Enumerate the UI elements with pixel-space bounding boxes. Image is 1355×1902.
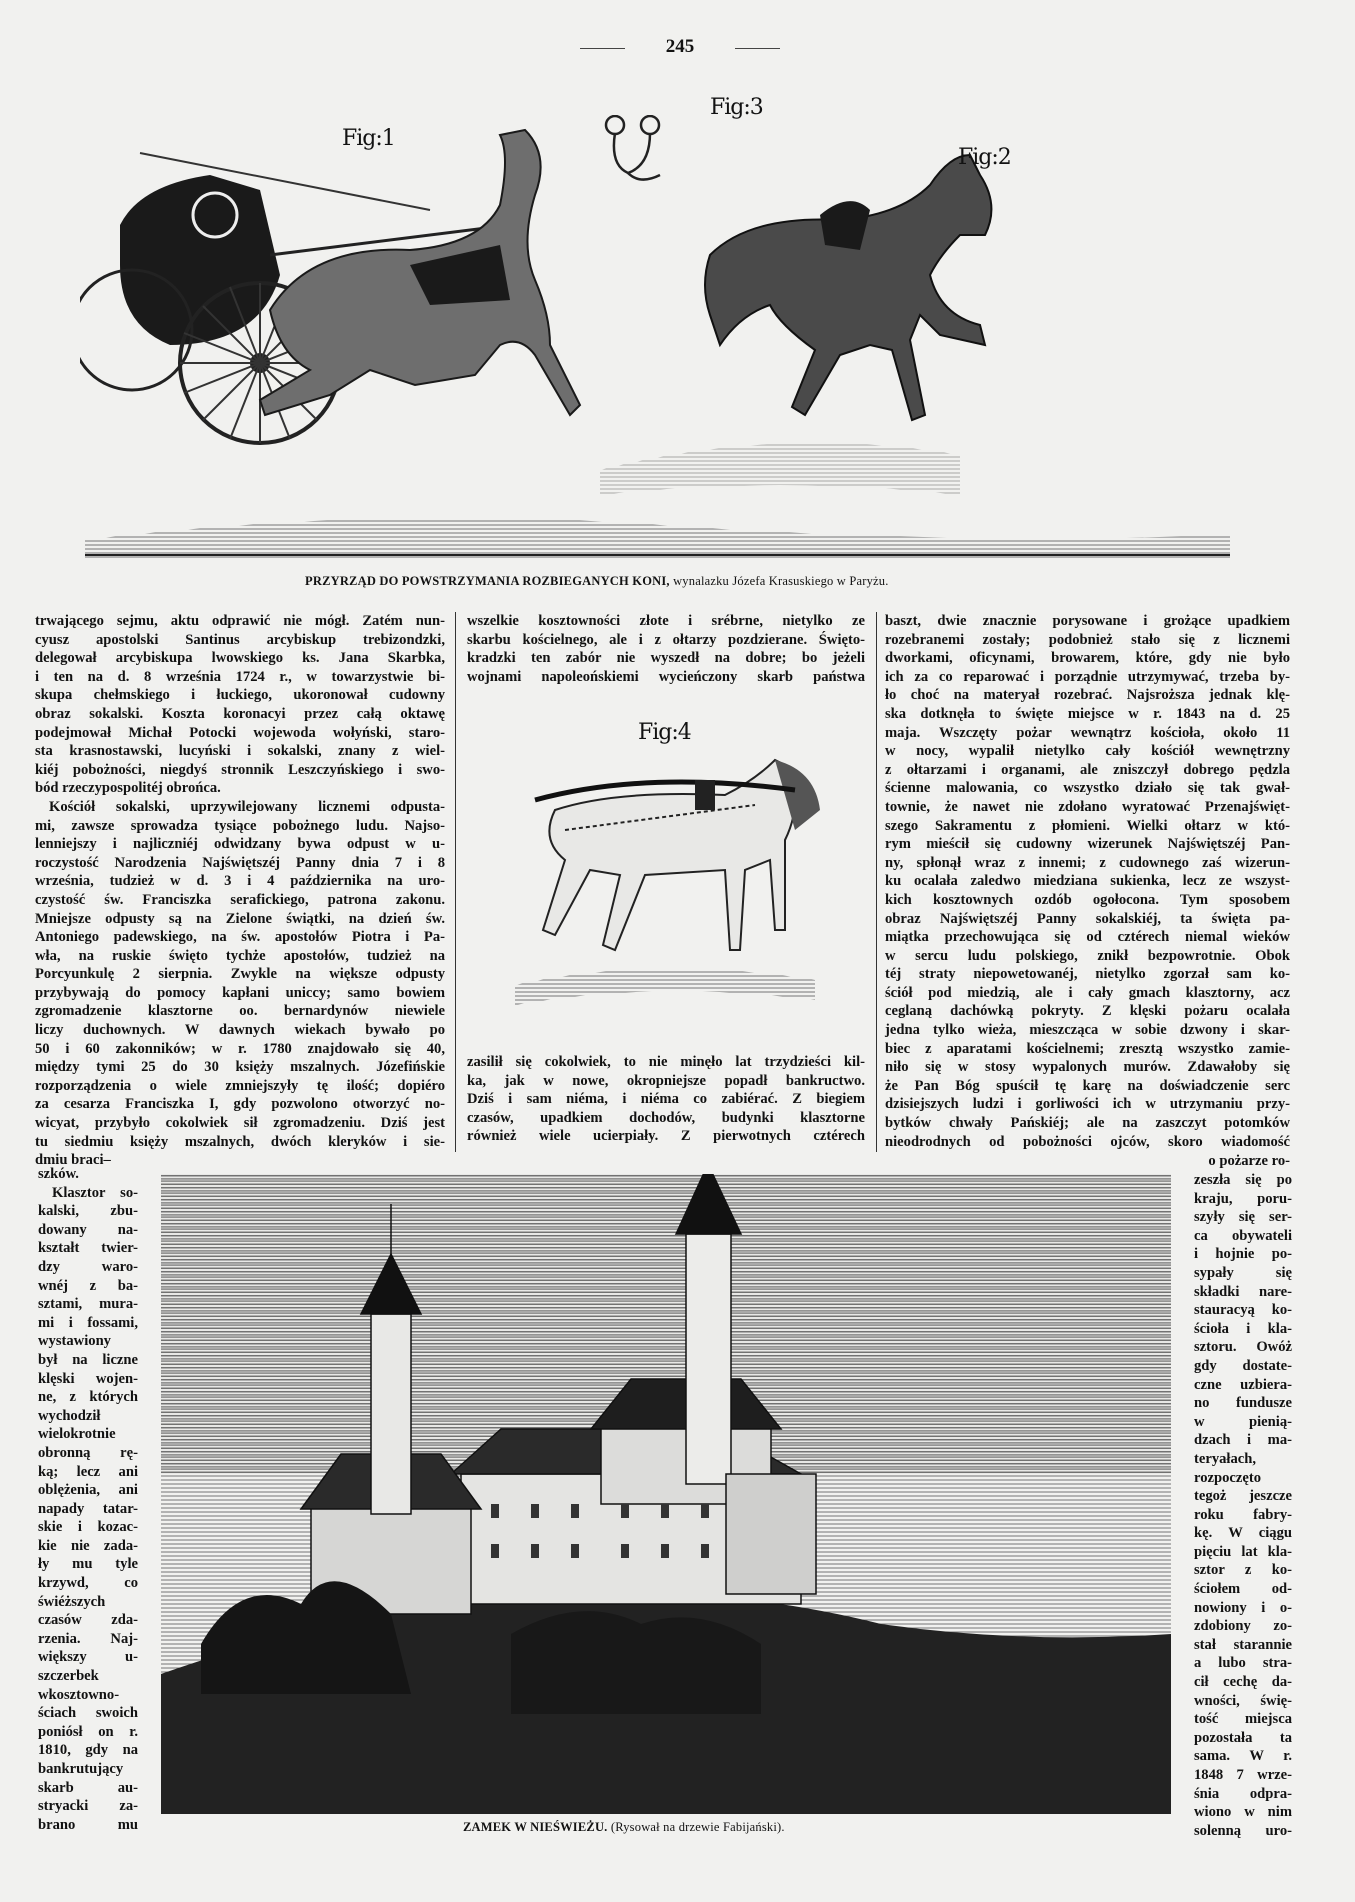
- text-line: zeszła się po: [1194, 1172, 1292, 1188]
- text-line: kraju, poru-: [1194, 1190, 1292, 1207]
- text-line: ich za co reparować i porządnie utrzymywać, trzeba by-: [885, 668, 1290, 685]
- bottom-caption-title: ZAMEK W NIEŚWIEŻU.: [463, 1820, 608, 1834]
- bottom-caption-subtitle: (Rysował na drzewie Fabijański).: [610, 1820, 785, 1834]
- text-line: miątka przechowująca się od cztérech niemal wieków: [885, 929, 1290, 946]
- column-1-narrow: [38, 1165, 138, 1834]
- text-line: ku ocalała zaledwo miedziana sukienka, lecz ze wszyst-: [885, 873, 1290, 890]
- text-line: w sercu ludu polskiego, znikł bezpowrotnie. Obok: [885, 947, 1290, 964]
- text-line: tu siedmiu księży mszalnych, dwóch kleryków i sie-: [35, 1133, 445, 1150]
- text-line: kie nie zada-: [38, 1537, 138, 1554]
- text-line: Mniejsze odpusty są na Zielone świątki, na dzień św.: [35, 910, 445, 927]
- text-line: rzenia. Naj-: [38, 1630, 138, 1647]
- text-line: ściach swoich: [38, 1705, 138, 1722]
- text-line: Klasztor so-: [52, 1184, 138, 1201]
- text-line: kiéj pobożności, niegdyś stronnik Leszczyńskiego i swo-: [35, 761, 445, 778]
- text-line: bankrutujący: [38, 1761, 124, 1777]
- text-line: wkosztowno-: [38, 1686, 120, 1703]
- text-line: maja. Wszczęty pożar wewnątrz kościoła, około 11: [885, 724, 1290, 741]
- text-line: ło choć na materyał rozebrać. Najsroższa jednak klę-: [885, 687, 1290, 704]
- column-3-tail: [885, 1152, 1290, 1171]
- text-line: dzisiejszych ludzi i gorliwości ich w utrzymaniu przy-: [885, 1096, 1290, 1113]
- text-line: zgromadzenie klasztorne oo. bernardynów niewiele: [35, 1003, 445, 1020]
- text-line: ły mu tyle: [38, 1556, 138, 1573]
- text-line: świéższych: [38, 1593, 106, 1610]
- text-line: rozpoczęto: [1194, 1469, 1261, 1486]
- column-3-narrow: [1194, 1171, 1292, 1840]
- text-line: ką; lecz ani: [38, 1463, 138, 1480]
- text-line: że Pan Bóg spuścił tę karę na doświadczenie serc: [885, 1077, 1290, 1094]
- text-line: pozostała ta: [1194, 1729, 1292, 1746]
- text-line: nieodrodnych od pobożności ojców, skoro wiadomość: [885, 1133, 1290, 1150]
- text-line: zdobiony zo-: [1194, 1618, 1292, 1635]
- text-line: oblężenia, ani: [38, 1482, 138, 1499]
- text-line: czne uzbiera-: [1194, 1376, 1292, 1393]
- text-line: a lubo stra-: [1194, 1655, 1292, 1672]
- text-line: delegował arcybiskupa lwowskiego ks. Jana Skarbka,: [35, 650, 445, 667]
- top-caption-title: PRZYRZĄD DO POWSTRZYMANIA ROZBIEGANYCH KONI,: [305, 574, 670, 588]
- text-line: sztor z ko-: [1194, 1562, 1292, 1579]
- text-line: skarb au-: [38, 1779, 138, 1796]
- text-line: wojnami napoleońskiemi wycieńczony skarb państwa: [467, 668, 865, 685]
- text-line: tegoż jeszcze: [1194, 1488, 1292, 1505]
- fig2-label: Fig:2: [958, 145, 1011, 170]
- text-line: stał starannie: [1194, 1636, 1292, 1653]
- text-line: ceglaną dachówką pokryty. Z klęski pożaru ocalała: [885, 1003, 1290, 1020]
- text-line: dmiu braci–: [35, 1152, 111, 1169]
- text-line: ka, jak w nowe, okropniejsze popadł bankructwo.: [467, 1072, 865, 1089]
- text-line: ściół pod miedzią, ale i cały gmach klasztorny, acz: [885, 984, 1290, 1001]
- text-line: rozebranemi zostały; podobnież stało się z licznemi: [885, 631, 1290, 648]
- horse-fig2: [705, 155, 991, 420]
- text-line: sta krasnostawski, lucyński i sokalski, znany z wiel-: [35, 743, 445, 760]
- text-line: ska dotknęła to święte miejsce w r. 1843 na d. 25: [885, 705, 1290, 722]
- text-line: był na liczne: [38, 1351, 138, 1368]
- text-line: i ten na d. 8 września 1724 r., w towarzystwie bi-: [35, 668, 445, 685]
- text-line: roku fabry-: [1194, 1506, 1292, 1523]
- column-2-bottom: [467, 1053, 865, 1146]
- text-line: wychodził: [38, 1407, 101, 1424]
- text-line: września, tudzież w d. 3 i 4 października na uro-: [35, 873, 445, 890]
- castle-nieswiez-engraving: [161, 1174, 1171, 1814]
- harnessed-horse-fig4: [495, 750, 830, 1010]
- text-line: w nocy, wypalił nietylko cały kościół wewnętrzny: [885, 743, 1290, 760]
- text-line: pięciu lat kla-: [1194, 1543, 1292, 1560]
- text-line: wszelkie kosztowności złote i srébrne, nietylko ze: [467, 613, 865, 629]
- text-line: ścienne malowania, co wszystko działo się tak gwał-: [885, 780, 1290, 797]
- text-line: mi, zawsze sprowadza tysiące pobożnego ludu. Najso-: [35, 817, 445, 834]
- fig3-label: Fig:3: [710, 95, 763, 120]
- text-line: o pożarze ro-: [1208, 1153, 1290, 1169]
- text-line: większy u-: [38, 1649, 138, 1666]
- text-line: wności, świę-: [1194, 1692, 1292, 1709]
- text-line: kich kosztownych ozdób ogołocona. Tym sposobem: [885, 891, 1290, 908]
- text-line: teryałach,: [1194, 1450, 1257, 1467]
- text-line: bytków chwały Pańskiéj; ale na zaszczyt potomków: [885, 1115, 1290, 1132]
- text-line: czystość św. Franciszka serafickiego, patrona zakonu.: [35, 891, 445, 908]
- text-line: liczy duchownych. W dawnych wiekach bywało po: [35, 1022, 445, 1039]
- text-line: rozporządzenia o wiele zmniejszyły tę ilość; dopiéro: [35, 1077, 445, 1094]
- text-line: ściołem od-: [1194, 1581, 1292, 1598]
- text-line: gdy dostate-: [1194, 1357, 1292, 1374]
- text-line: również wiele ucierpiały. Z pierwotnych cztérech: [467, 1128, 865, 1145]
- text-line: biec z aparatami kościelnemi; zresztą wszystko zamie-: [885, 1040, 1290, 1057]
- text-line: wła, na ruskie święto tychże apostołów, tudzież na: [35, 947, 445, 964]
- text-line: no fundusze: [1194, 1395, 1292, 1412]
- column-rule: [455, 612, 456, 1152]
- text-line: téj straty niepowetowanéj, nietylko zgorzał sam ko-: [885, 966, 1290, 983]
- text-line: bód rzeczypospolitéj obrońca.: [35, 780, 221, 797]
- text-line: klęski wojen-: [38, 1370, 138, 1387]
- text-line: ne, z których: [38, 1389, 138, 1406]
- text-line: kształt twier-: [38, 1240, 138, 1257]
- text-line: w pienią-: [1194, 1413, 1292, 1430]
- text-line: napady tatar-: [38, 1500, 138, 1517]
- bit-device-fig3: [606, 116, 660, 180]
- text-line: Dziś i sam niéma, i niéma co zabiérać. Z biegiem: [467, 1091, 865, 1108]
- text-line: 1848 7 wrze-: [1194, 1767, 1292, 1783]
- text-line: sama. W r.: [1194, 1748, 1292, 1765]
- column-1: [35, 612, 445, 1170]
- text-line: wiono w nim: [1194, 1804, 1292, 1821]
- text-line: poniósł on r.: [38, 1723, 138, 1740]
- text-line: kalski, zbu-: [38, 1203, 138, 1220]
- text-line: niło się w stosy wypalonych murów. Zdawałoby się: [885, 1059, 1290, 1076]
- text-line: roczystość Narodzenia Najświętszéj Panny dnia 7 i 8: [35, 854, 445, 871]
- text-line: dzy waro-: [38, 1258, 138, 1275]
- text-line: i hojnie po-: [1194, 1246, 1292, 1263]
- text-line: nowiony i o-: [1194, 1599, 1292, 1616]
- column-2-top: [467, 612, 865, 686]
- text-line: wnéj z ba-: [38, 1277, 138, 1294]
- text-line: obronną rę-: [38, 1444, 138, 1461]
- text-line: składki nare-: [1194, 1283, 1292, 1300]
- text-line: obraz Najświętszéj Panny sokalskiéj, ta święta pa-: [885, 910, 1290, 927]
- top-caption-subtitle: wynalazku Józefa Krasuskiego w Paryżu.: [673, 574, 889, 588]
- text-line: 50 i 60 zakonników; w r. 1780 znajdowało się 40,: [35, 1040, 445, 1057]
- top-figure-caption: [305, 574, 889, 589]
- text-line: Antoniego padewskiego, na św. apostołów Piotra i Pa-: [35, 929, 445, 946]
- text-line: wicyat, przybyło cokolwiek sił zgromadzeniu. Dziś jest: [35, 1115, 445, 1132]
- text-line: sypały się: [1194, 1264, 1292, 1281]
- text-line: między tymi 25 do 30 księży mszalnych. Józefińskie: [35, 1059, 445, 1076]
- text-line: dworkami, oficynami, browarem, które, gdy nie było: [885, 650, 1290, 667]
- text-line: mi i fossami,: [38, 1314, 138, 1331]
- text-line: stryacki za-: [38, 1798, 138, 1815]
- text-line: townie, że nawet nie zdołano wyratować Przenajświęt-: [885, 798, 1290, 815]
- text-line: sztoru. Owóż: [1194, 1339, 1292, 1356]
- text-line: szego Sakramentu z płomieni. Wielki ołtarz w któ-: [885, 817, 1290, 834]
- text-line: za cesarza Franciszka I, gdy pozwolono otworzyć no-: [35, 1096, 445, 1113]
- text-line: skie i kozac-: [38, 1519, 138, 1536]
- text-line: brano mu: [38, 1816, 138, 1833]
- text-line: sztami, mura-: [38, 1296, 138, 1313]
- text-line: Porcyunkulę 2 sierpnia. Zwykle na większe odpusty: [35, 966, 445, 983]
- text-line: cił cechę da-: [1194, 1674, 1292, 1691]
- text-line: dowany na-: [38, 1221, 138, 1238]
- text-line: solenną uro-: [1194, 1822, 1292, 1839]
- text-line: lenniejszy i najliczniéj odwidzany bywa odpust w u-: [35, 836, 445, 853]
- text-line: ca obywateli: [1194, 1227, 1292, 1244]
- text-line: skupa chełmskiego i łuckiego, ukoronował cudowny: [35, 687, 445, 704]
- text-line: szyły się ser-: [1194, 1209, 1292, 1226]
- horse-harness-engraving: [80, 115, 1240, 570]
- text-line: rym mieścił się cudowny wizerunek Najświętszéj Pan-: [885, 836, 1290, 853]
- text-line: baszt, dwie znacznie porysowane i grożące upadkiem: [885, 613, 1290, 629]
- text-line: podejmował Michał Potocki wojewoda wołyński, staro-: [35, 724, 445, 741]
- text-line: kę. W ciągu: [1194, 1525, 1292, 1542]
- text-line: stauracyą ko-: [1194, 1302, 1292, 1319]
- text-line: cyusz apostolski Santinus arcybiskup trebizondzki,: [35, 631, 445, 648]
- text-line: Kościół sokalski, uprzywilejowany licznemi odpusta-: [49, 798, 445, 815]
- text-line: wielokrotnie: [38, 1426, 116, 1443]
- text-line: dzach i ma-: [1194, 1432, 1292, 1449]
- text-line: skarbu kościelnego, ale i z ołtarzy pozdzierane. Święto-: [467, 631, 865, 648]
- page-number: 245: [620, 36, 740, 58]
- fig4-label: Fig:4: [638, 720, 691, 745]
- text-line: zasilił się cokolwiek, to nie minęło lat trzydzieści kil-: [467, 1054, 865, 1070]
- text-line: szków.: [38, 1166, 79, 1182]
- text-line: obraz sokalski. Koszta koronacyi przez całą oktawę: [35, 705, 445, 722]
- text-line: przybywają do pomocy kapłani uniccy; samo bowiem: [35, 984, 445, 1001]
- text-line: trwającego sejmu, aktu odprawić nie mógł. Zatém nun-: [35, 613, 445, 629]
- text-line: krzywd, co: [38, 1575, 138, 1592]
- text-line: z ołtarzami i organami, ale zniszczył dobrego pędzla: [885, 761, 1290, 778]
- text-line: tość miejsca: [1194, 1711, 1292, 1728]
- column-3: [885, 612, 1290, 1151]
- text-line: wystawiony: [38, 1333, 111, 1350]
- text-line: ścioła i kla-: [1194, 1320, 1292, 1337]
- text-line: czasów zda-: [38, 1612, 138, 1629]
- fig1-label: Fig:1: [342, 126, 395, 151]
- text-line: czasów, upadkiem dochodów, budynki klasztorne: [467, 1109, 865, 1126]
- text-line: szczerbek: [38, 1668, 99, 1685]
- text-line: ny, spłonął wraz z innemi; z cudownego zaś wizerun-: [885, 854, 1290, 871]
- text-line: kradzki ten zabór nie wyszedł na dobre; bo jeżeli: [467, 650, 865, 667]
- column-rule: [876, 612, 877, 1152]
- text-line: 1810, gdy na: [38, 1742, 138, 1759]
- text-line: śnia odpra-: [1194, 1785, 1292, 1802]
- text-line: jedna tylko wieża, mieszcząca w sobie dzwony i skar-: [885, 1022, 1290, 1039]
- bottom-figure-caption: [463, 1820, 785, 1835]
